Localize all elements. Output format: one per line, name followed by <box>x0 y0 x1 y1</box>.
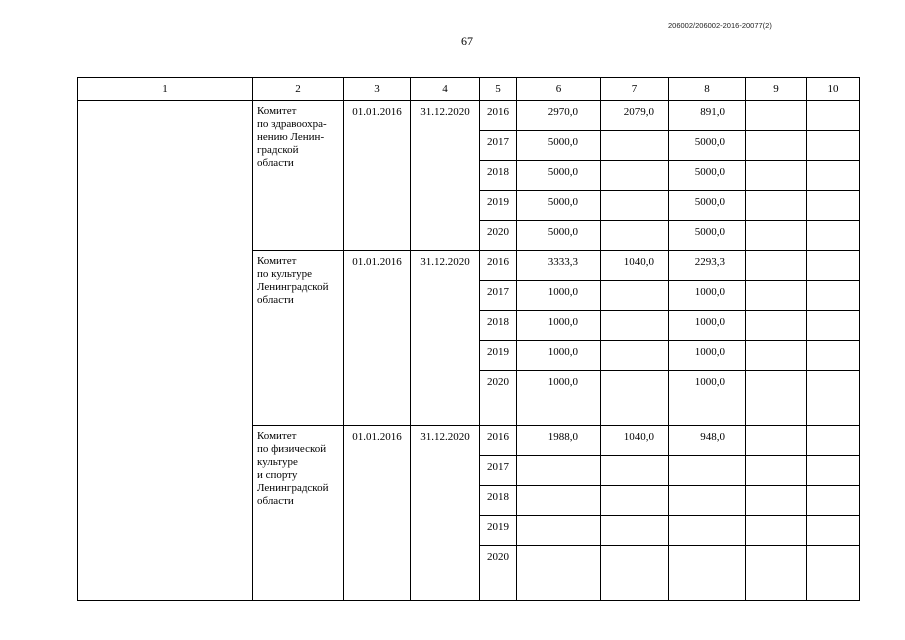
empty-cell-10 <box>807 426 860 456</box>
column-header: 10 <box>807 78 860 101</box>
empty-cell-10 <box>807 311 860 341</box>
federal-amount <box>601 341 669 371</box>
year-cell: 2020 <box>480 546 517 601</box>
column-header: 4 <box>411 78 480 101</box>
year-cell: 2017 <box>480 131 517 161</box>
column-header: 3 <box>344 78 411 101</box>
program-cell <box>78 101 253 601</box>
agency-name: Комитет по здравоохра- нению Ленин- градской области <box>253 101 344 251</box>
federal-amount: 1040,0 <box>601 426 669 456</box>
agency-name: Комитет по физической культуре и спорту Ленинградской области <box>253 426 344 601</box>
regional-amount: 948,0 <box>669 426 746 456</box>
federal-amount <box>601 131 669 161</box>
regional-amount <box>669 456 746 486</box>
year-cell: 2016 <box>480 426 517 456</box>
year-cell: 2017 <box>480 281 517 311</box>
total-amount <box>517 516 601 546</box>
empty-cell-9 <box>746 426 807 456</box>
page-number: 67 <box>461 34 473 48</box>
start-date: 01.01.2016 <box>344 426 411 601</box>
federal-amount <box>601 191 669 221</box>
column-header: 7 <box>601 78 669 101</box>
year-cell: 2018 <box>480 161 517 191</box>
budget-table <box>77 77 860 601</box>
regional-amount <box>669 516 746 546</box>
column-header: 8 <box>669 78 746 101</box>
total-amount: 3333,3 <box>517 251 601 281</box>
total-amount: 1000,0 <box>517 371 601 426</box>
start-date: 01.01.2016 <box>344 251 411 426</box>
empty-cell-10 <box>807 486 860 516</box>
empty-cell-9 <box>746 281 807 311</box>
total-amount: 5000,0 <box>517 131 601 161</box>
year-cell: 2019 <box>480 516 517 546</box>
regional-amount: 1000,0 <box>669 371 746 426</box>
federal-amount <box>601 546 669 601</box>
regional-amount: 5000,0 <box>669 221 746 251</box>
empty-cell-9 <box>746 131 807 161</box>
total-amount: 5000,0 <box>517 191 601 221</box>
total-amount: 1000,0 <box>517 341 601 371</box>
regional-amount: 891,0 <box>669 101 746 131</box>
federal-amount: 1040,0 <box>601 251 669 281</box>
federal-amount <box>601 486 669 516</box>
empty-cell-10 <box>807 281 860 311</box>
total-amount: 5000,0 <box>517 221 601 251</box>
empty-cell-10 <box>807 371 860 426</box>
column-header: 1 <box>78 78 253 101</box>
end-date: 31.12.2020 <box>411 426 480 601</box>
regional-amount <box>669 486 746 516</box>
empty-cell-9 <box>746 161 807 191</box>
year-cell: 2016 <box>480 101 517 131</box>
year-cell: 2016 <box>480 251 517 281</box>
year-cell: 2019 <box>480 191 517 221</box>
empty-cell-9 <box>746 486 807 516</box>
federal-amount <box>601 161 669 191</box>
empty-cell-9 <box>746 221 807 251</box>
federal-amount <box>601 516 669 546</box>
regional-amount: 5000,0 <box>669 191 746 221</box>
regional-amount: 1000,0 <box>669 281 746 311</box>
total-amount: 1988,0 <box>517 426 601 456</box>
empty-cell-10 <box>807 161 860 191</box>
empty-cell-9 <box>746 191 807 221</box>
federal-amount <box>601 371 669 426</box>
column-header: 2 <box>253 78 344 101</box>
column-header: 6 <box>517 78 601 101</box>
empty-cell-10 <box>807 131 860 161</box>
year-cell: 2020 <box>480 371 517 426</box>
total-amount <box>517 546 601 601</box>
year-cell: 2020 <box>480 221 517 251</box>
federal-amount: 2079,0 <box>601 101 669 131</box>
empty-cell-10 <box>807 341 860 371</box>
empty-cell-10 <box>807 546 860 601</box>
empty-cell-9 <box>746 101 807 131</box>
start-date: 01.01.2016 <box>344 101 411 251</box>
empty-cell-10 <box>807 191 860 221</box>
total-amount: 5000,0 <box>517 161 601 191</box>
regional-amount: 1000,0 <box>669 311 746 341</box>
total-amount <box>517 456 601 486</box>
regional-amount: 1000,0 <box>669 341 746 371</box>
federal-amount <box>601 311 669 341</box>
total-amount: 1000,0 <box>517 281 601 311</box>
empty-cell-9 <box>746 251 807 281</box>
empty-cell-10 <box>807 101 860 131</box>
end-date: 31.12.2020 <box>411 251 480 426</box>
empty-cell-9 <box>746 516 807 546</box>
empty-cell-10 <box>807 251 860 281</box>
year-cell: 2018 <box>480 486 517 516</box>
regional-amount: 5000,0 <box>669 131 746 161</box>
total-amount: 1000,0 <box>517 311 601 341</box>
regional-amount: 5000,0 <box>669 161 746 191</box>
regional-amount: 2293,3 <box>669 251 746 281</box>
column-header: 5 <box>480 78 517 101</box>
end-date: 31.12.2020 <box>411 101 480 251</box>
federal-amount <box>601 281 669 311</box>
federal-amount <box>601 456 669 486</box>
document-id: 206002/206002-2016-20077(2) <box>668 21 772 30</box>
year-cell: 2017 <box>480 456 517 486</box>
empty-cell-9 <box>746 546 807 601</box>
regional-amount <box>669 546 746 601</box>
column-header: 9 <box>746 78 807 101</box>
empty-cell-10 <box>807 516 860 546</box>
federal-amount <box>601 221 669 251</box>
empty-cell-9 <box>746 341 807 371</box>
year-cell: 2018 <box>480 311 517 341</box>
empty-cell-10 <box>807 221 860 251</box>
table-row <box>78 101 860 131</box>
agency-name: Комитет по культуре Ленинградской области <box>253 251 344 426</box>
year-cell: 2019 <box>480 341 517 371</box>
empty-cell-9 <box>746 456 807 486</box>
total-amount: 2970,0 <box>517 101 601 131</box>
empty-cell-10 <box>807 456 860 486</box>
empty-cell-9 <box>746 311 807 341</box>
empty-cell-9 <box>746 371 807 426</box>
total-amount <box>517 486 601 516</box>
column-header-row <box>78 78 860 101</box>
